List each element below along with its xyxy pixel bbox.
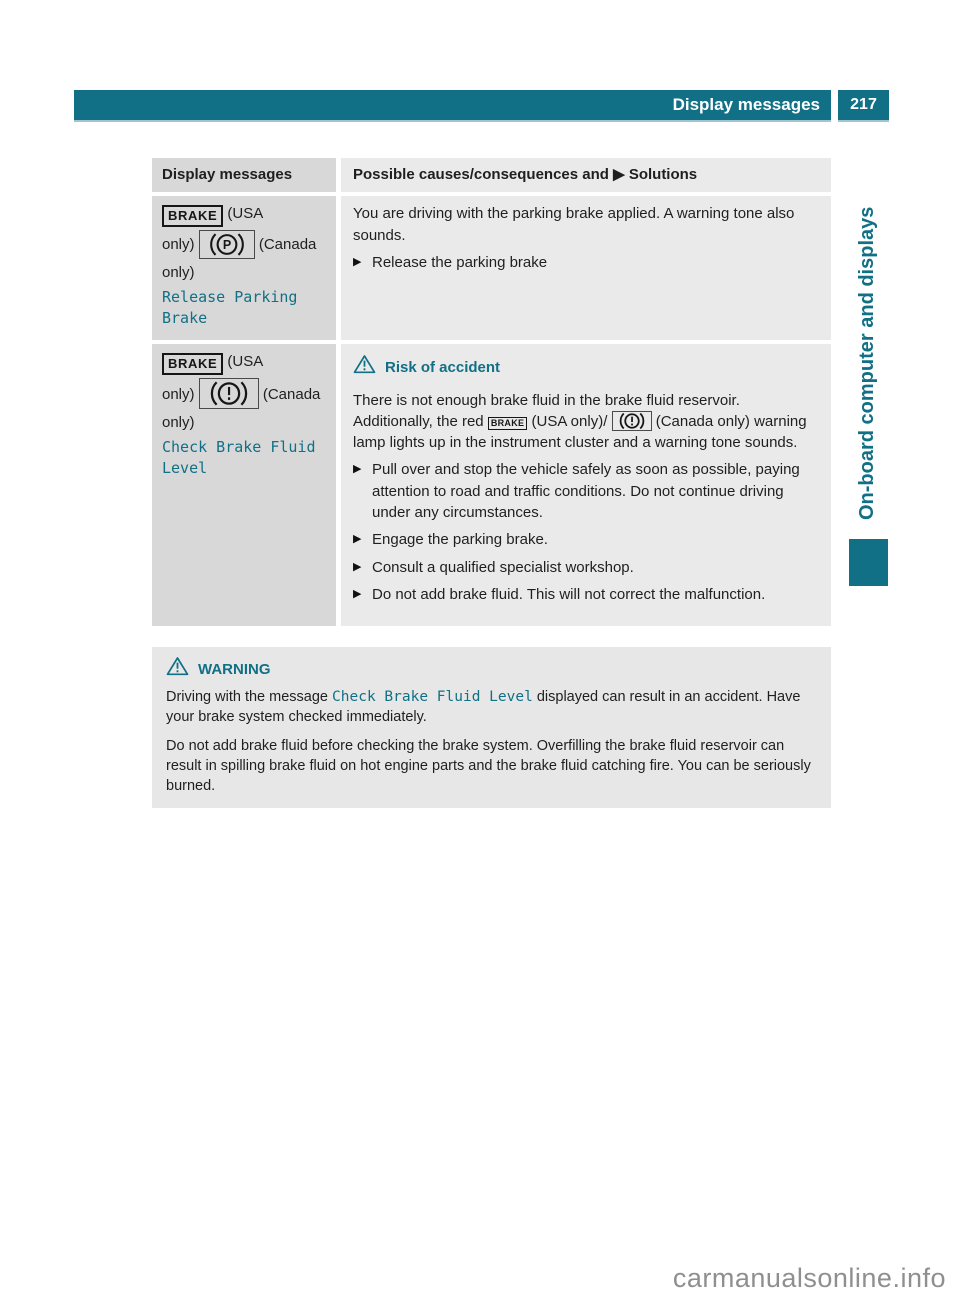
- solution-text: Engage the parking brake.: [372, 531, 548, 549]
- solution-arrow-icon: ▶: [353, 560, 362, 573]
- message-icon-line-3: [162, 262, 328, 283]
- solution-arrow-icon: ▶: [353, 587, 362, 600]
- warning-heading: [166, 656, 817, 682]
- message-icon-line-2: [162, 230, 328, 259]
- brake-warning-icon: [199, 378, 259, 409]
- cause-intro: You are driving with the parking brake applied. A warning tone also sounds.: [353, 205, 795, 244]
- canada-note-close: only): [162, 413, 195, 431]
- usa-note-close: only): [162, 235, 195, 253]
- warning-paragraph-1: [166, 687, 817, 728]
- warning-display-message-ref: Check Brake Fluid Level: [332, 689, 533, 705]
- message-icon-line-1: [162, 351, 328, 374]
- usa-note-open: (USA: [227, 353, 264, 371]
- table-header-row: [152, 158, 831, 192]
- message-icon-line-3: [162, 412, 328, 433]
- warning-triangle-icon: [166, 656, 189, 682]
- table-row: [152, 344, 831, 626]
- solution-arrow-icon: ▶: [353, 533, 362, 546]
- risk-heading: [353, 354, 817, 380]
- cause-text-before: There is not enough brake fluid in the brake fluid reservoir. Additionally, the red: [353, 391, 740, 430]
- chapter-tab-marker: [849, 539, 888, 586]
- risk-heading-text: Risk of accident: [385, 358, 501, 376]
- solution-text: Do not add brake fluid. This will not correct the malfunction.: [372, 585, 766, 603]
- message-cell: [152, 196, 336, 340]
- canada-note-open: (Canada: [258, 235, 317, 253]
- solution-arrow-icon: ▶: [353, 255, 362, 268]
- usa-note-open: (USA: [227, 205, 264, 223]
- warning-p1-after: displayed can result in an accident. Have your brake system checked immediately.: [166, 689, 801, 726]
- col-header-causes: Possible causes/consequences and ▶ Solutions: [341, 158, 831, 192]
- table-row: [152, 196, 831, 340]
- canada-note-open: (Canada: [262, 385, 321, 403]
- warning-box: [152, 647, 831, 808]
- page-title: Display messages: [672, 95, 820, 114]
- solution-text: Consult a qualified specialist workshop.: [372, 558, 634, 576]
- warning-heading-text: WARNING: [198, 660, 271, 678]
- message-icon-line-2: [162, 378, 328, 409]
- solution-arrow-icon: ▶: [353, 463, 362, 476]
- svg-text:P: P: [222, 237, 231, 252]
- usa-note-close: only): [162, 385, 195, 403]
- page-number: 217: [838, 90, 889, 122]
- cause-text-after: (Canada only) warning lamp lights up in the instrument cluster and a warning tone sounds.: [353, 412, 807, 452]
- solution-item: [353, 584, 817, 605]
- parking-brake-icon: [199, 230, 255, 259]
- brake-badge-icon-inline: BRAKE: [488, 417, 528, 430]
- brake-badge-icon: BRAKE: [162, 205, 223, 226]
- message-cell: [152, 344, 336, 626]
- col-header-display-messages: Display messages: [152, 158, 336, 192]
- message-icon-line-1: [162, 203, 328, 226]
- solution-item: [353, 252, 817, 273]
- solution-item: [353, 529, 817, 550]
- cause-paragraph: [353, 390, 817, 454]
- page-header-bar: [74, 90, 831, 122]
- chapter-sidebar-label: On-board computer and displays: [856, 206, 878, 520]
- display-message-text: Release Parking Brake: [162, 287, 298, 327]
- warning-paragraph-2: Do not add brake fluid before checking the brake system. Overfilling the brake fluid reservoir can result in spilling brake fluid on hot engine parts and the brake fluid catching fire. You can be seriously burned.: [166, 737, 811, 795]
- display-messages-table: [152, 158, 831, 630]
- solution-item: [353, 557, 817, 578]
- warning-p1-before: Driving with the message: [166, 689, 328, 705]
- cause-text-between: (USA only)/: [531, 412, 608, 430]
- canada-note-close: only): [162, 263, 195, 281]
- causes-cell: [341, 196, 831, 340]
- brake-warning-icon-inline: [612, 411, 652, 431]
- watermark-text: carmanualsonline.info: [672, 1263, 946, 1293]
- solution-text: Pull over and stop the vehicle safely as soon as possible, paying attention to road and traffic conditions. Do not continue driving under any circumstances.: [372, 461, 800, 522]
- display-message-text: Check Brake Fluid Level: [162, 437, 316, 477]
- warning-triangle-icon: [353, 354, 376, 380]
- causes-cell: [341, 344, 831, 626]
- solution-text: Release the parking brake: [372, 253, 548, 271]
- solution-item: [353, 459, 817, 523]
- brake-badge-icon: BRAKE: [162, 353, 223, 374]
